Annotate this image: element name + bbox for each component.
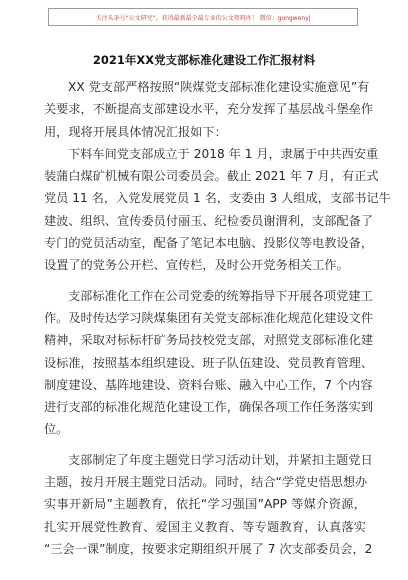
- text-line: 装蒲白煤矿机械有限公司委员会。截止 2021 年 7 月，有正式: [44, 169, 379, 184]
- text-line: 下料车间党支部成立于 2018 年 1 月，隶属于中共西安重: [68, 146, 379, 161]
- text-line: 设置了的党务公开栏、宣传栏，及时公开党务相关工作。: [44, 258, 349, 273]
- paragraph-gap: [44, 277, 366, 285]
- header-banner: [48, 8, 358, 26]
- paragraph-gap: [44, 441, 366, 449]
- text-line: 用，现将开展具体情况汇报如下：: [44, 124, 227, 139]
- text-line: 位。: [44, 422, 69, 437]
- text-line: 关要求，不断提高支部建设水平，充分发挥了基层战斗堡垒作: [44, 102, 374, 117]
- paragraph-4: [44, 449, 373, 560]
- text-line: 专门的党员活动室，配备了笔记本电脑、投影仪等电教设备，: [44, 236, 374, 251]
- paragraph-1: [44, 76, 374, 143]
- text-line: 精神，采取对标标杆矿务局技校党支部，对照党支部标准化建: [44, 333, 374, 348]
- text-line: 设标准，按照基本组织建设、班子队伍建设、党员教育管理、: [44, 355, 374, 370]
- text-line: XX 党支部严格按照“陕煤党支部标准化建设实施意见”有: [68, 80, 370, 94]
- text-line: 扎实开展党性教育、爱国主义教育、等专题教育，认真落实: [44, 519, 366, 534]
- text-line: 进行支部的标准化规范化建设工作，确保各项工作任务落实到: [44, 400, 374, 415]
- text-line: “三会一课”制度，按要求定期组织开展了 7 次支部委员会，2: [44, 541, 373, 556]
- text-line: 主题，按月开展主题党日活动。同时，结合“学党史悟思想办: [44, 475, 368, 490]
- paragraph-2: [44, 143, 391, 277]
- paragraph-3: [44, 285, 374, 441]
- text-line: 建波、组织、宣传委员付丽玉、纪检委员谢渭利，支部配备了: [44, 213, 374, 228]
- document-title: 2021年XX党支部标准化建设工作汇报材料: [92, 53, 316, 67]
- text-line: 支部标准化工作在公司党委的统筹指导下开展各项党建工: [68, 288, 373, 303]
- text-line: 党员 11 名，入党发展党员 1 名，支委由 3 人组成，支部书记牛: [44, 191, 391, 206]
- document-body: [44, 76, 391, 560]
- text-line: 制度建设、基阵地建设、资料台账、融入中心工作，7 个内容: [44, 377, 373, 392]
- banner-text: 关注头条号“公文研究”，获得最新最全最专业的公文资料库！ 微信：gongwenyj: [95, 14, 311, 22]
- text-line: 支部制定了年度主题党日学习活动计划，并紧扣主题党日: [68, 452, 373, 467]
- text-line: 作。及时传达学习陕煤集团有关党支部标准化规范化建设文件: [44, 310, 374, 325]
- text-line: 实事开新局”主题教育，依托“学习强国”APP 等媒介资源，: [44, 497, 366, 512]
